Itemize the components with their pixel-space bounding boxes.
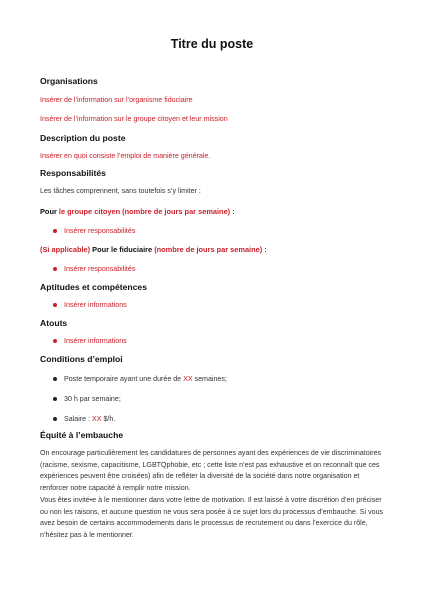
description-heading: Description du poste [40, 133, 126, 143]
bullet-dot [53, 267, 57, 271]
responsabilites-intro: Les tâches comprennent, sans toutefois s’y limiter : [40, 187, 201, 195]
page-title: Titre du poste [170, 37, 254, 51]
bullet-dot [53, 339, 57, 343]
list-item-text: Insérer informations [64, 301, 127, 309]
responsabilites-heading: Responsabilités [40, 168, 106, 178]
conditions-heading: Conditions d’emploi [40, 354, 123, 364]
salary-suffix: $/h. [101, 415, 116, 423]
duration-placeholder: XX [183, 375, 193, 383]
list-item-text: Insérer responsabilités [64, 227, 136, 235]
fiduciaire-label-mid: Pour le fiduciaire [90, 245, 155, 254]
list-item-text: Insérer responsabilités [64, 265, 136, 273]
bullet-dot [53, 397, 57, 401]
description-line: Insérer en quoi consiste l’emploi de manière générale. [40, 152, 211, 160]
list-item-text: Insérer informations [64, 337, 127, 345]
list-item-text [64, 415, 115, 423]
groupe-label-red: le groupe citoyen (nombre de jours par semaine) : [58, 207, 235, 216]
atouts-heading: Atouts [40, 318, 68, 328]
fiduciaire-label [40, 245, 267, 254]
list-item-text: 30 h par semaine; [64, 395, 121, 403]
equite-heading: Équité à l’embauche [40, 430, 124, 440]
fiduciaire-label-red-1: (Si applicable) [40, 245, 91, 254]
duration-prefix: Poste temporaire ayant une durée de [64, 375, 184, 383]
bullet-dot [53, 377, 57, 381]
organisations-heading: Organisations [40, 76, 98, 86]
aptitudes-heading: Aptitudes et compétences [40, 282, 147, 292]
bullet-dot [53, 417, 57, 421]
bullet-dot [53, 229, 57, 233]
bullet-dot [53, 303, 57, 307]
groupe-label-prefix: Pour [40, 207, 59, 216]
organisations-line-1: Insérer de l’information sur l’organisme fiduciaire [40, 96, 193, 104]
fiduciaire-label-red-2: (nombre de jours par semaine) : [154, 245, 267, 254]
salary-prefix: Salaire : [64, 415, 92, 423]
equite-paragraph-1: On encourage particulièrement les candidatures de personnes ayant des expériences de vie discriminatoires (racisme, sexisme, capacitisme, LGBTQphobie, etc ; cette liste n’est pas exhaustive et on reconnaît que ces expériences peuvent être croisées) afin de refléter la diversité de la société dans notre organisation et renforcer notre capacité à remplir notre mission. [40, 449, 382, 492]
salary-placeholder: XX [92, 415, 102, 423]
groupe-citoyen-label [40, 207, 235, 216]
list-item-text [64, 375, 227, 383]
organisations-line-2: Insérer de l’information sur le groupe citoyen et leur mission [40, 115, 228, 123]
duration-suffix: semaines; [192, 375, 227, 383]
equite-paragraph-2: Vous êtes invité•e à le mentionner dans votre lettre de motivation. Il est laissé à votre discrétion d’en préciser ou non les raisons, et aucune question ne vous sera posée à ce sujet lors du processus d’embauche. Si vous avez besoin de certains accommodements dans le processus de recrutement ou dans l’exercice du rôle, n’hésitez pas à le mentionner. [40, 496, 384, 539]
